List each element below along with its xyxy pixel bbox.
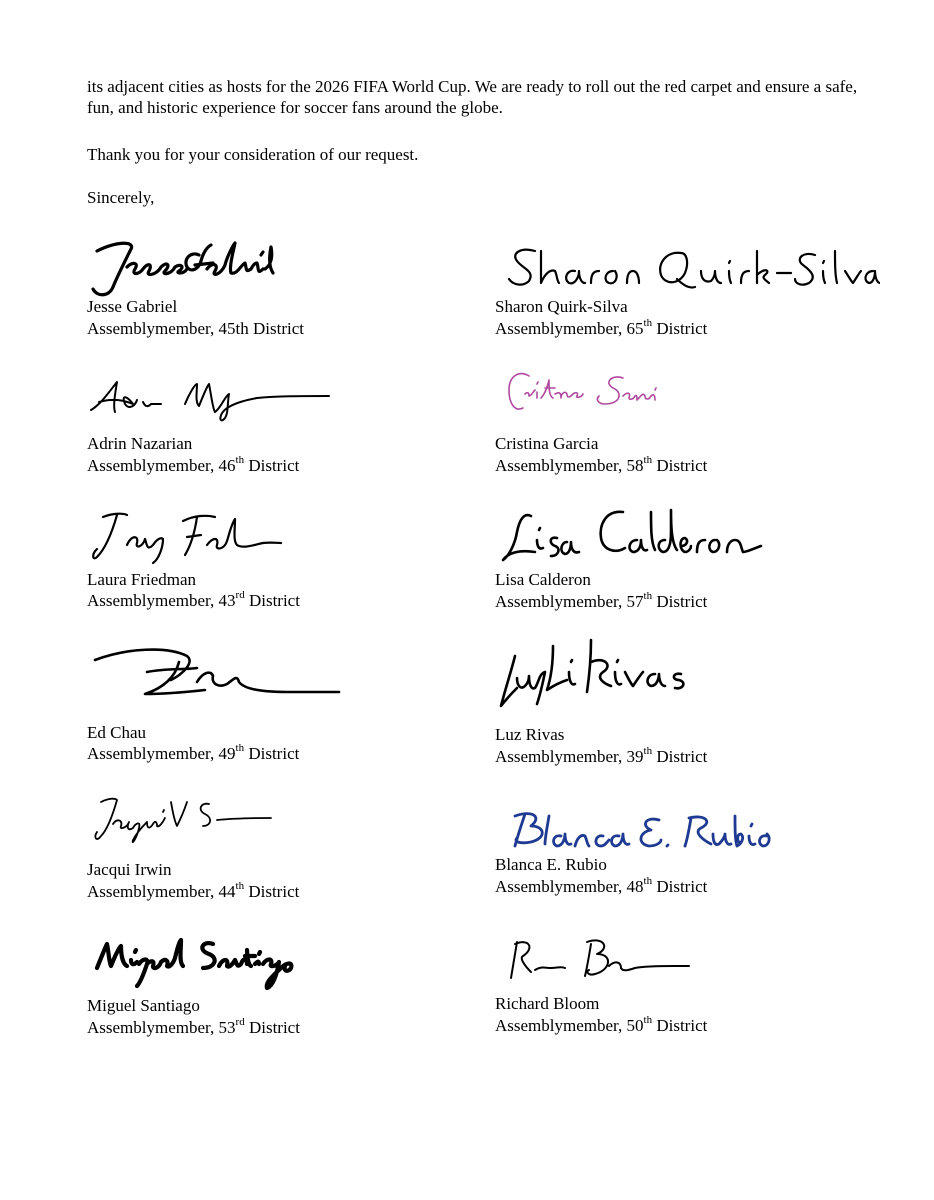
signatory-name: Sharon Quirk-Silva bbox=[495, 297, 628, 316]
signature-jacqui-irwin bbox=[87, 790, 277, 848]
letter-thank-you: Thank you for your consideration of our request. bbox=[87, 145, 419, 164]
signatory-name: Adrin Nazarian bbox=[87, 434, 193, 453]
signatory-name: Cristina Garcia bbox=[495, 434, 599, 453]
signature-luz-rivas bbox=[495, 632, 705, 712]
signatory-name: Miguel Santiago bbox=[87, 996, 200, 1015]
signature-adrin-nazarian bbox=[87, 374, 337, 424]
signature-sharon-quirk-silva bbox=[495, 243, 880, 293]
signatory-name: Blanca E. Rubio bbox=[495, 855, 607, 874]
signatory-name: Laura Friedman bbox=[87, 570, 197, 589]
letter-closing: Sincerely, bbox=[87, 188, 155, 207]
signatory-title: Assemblymember, 58th District bbox=[495, 454, 708, 475]
signature-laura-friedman bbox=[87, 505, 287, 565]
signatory-title: Assemblymember, 50th District bbox=[495, 1014, 708, 1035]
signatory-title: Assemblymember, 39th District bbox=[495, 745, 708, 766]
signature-lisa-calderon bbox=[495, 502, 775, 566]
signature-richard-bloom bbox=[495, 930, 695, 986]
signatory-title: Assemblymember, 53rd District bbox=[87, 1016, 300, 1037]
signatory-title: Assemblymember, 46th District bbox=[87, 454, 300, 475]
signatory-name: Ed Chau bbox=[87, 723, 147, 742]
letter-paragraph: its adjacent cities as hosts for the 2026 FIFA World Cup. We are ready to roll out the red carpet and ensure a safe, fun, and historic experience for soccer fans around the globe. bbox=[87, 77, 858, 117]
signatory-title: Assemblymember, 49th District bbox=[87, 742, 300, 763]
signatory-name: Jacqui Irwin bbox=[87, 860, 172, 879]
signature-miguel-santiago bbox=[87, 928, 307, 992]
signature-ed-chau bbox=[87, 642, 347, 704]
signatory-title: Assemblymember, 44th District bbox=[87, 880, 300, 901]
signatory-title: Assemblymember, 57th District bbox=[495, 590, 708, 611]
signatory-name: Lisa Calderon bbox=[495, 570, 591, 589]
signatory-title: Assemblymember, 45th District bbox=[87, 319, 305, 338]
signature-blanca-e-rubio bbox=[495, 806, 775, 852]
signatory-title: Assemblymember, 65th District bbox=[495, 317, 708, 338]
signature-cristina-garcia bbox=[495, 364, 675, 422]
signature-jesse-gabriel bbox=[87, 233, 277, 301]
signatory-title: Assemblymember, 43rd District bbox=[87, 589, 300, 610]
signatory-title: Assemblymember, 48th District bbox=[495, 875, 708, 896]
signatory-name: Luz Rivas bbox=[495, 725, 565, 744]
signatory-name: Jesse Gabriel bbox=[87, 297, 178, 316]
signatory-name: Richard Bloom bbox=[495, 994, 600, 1013]
